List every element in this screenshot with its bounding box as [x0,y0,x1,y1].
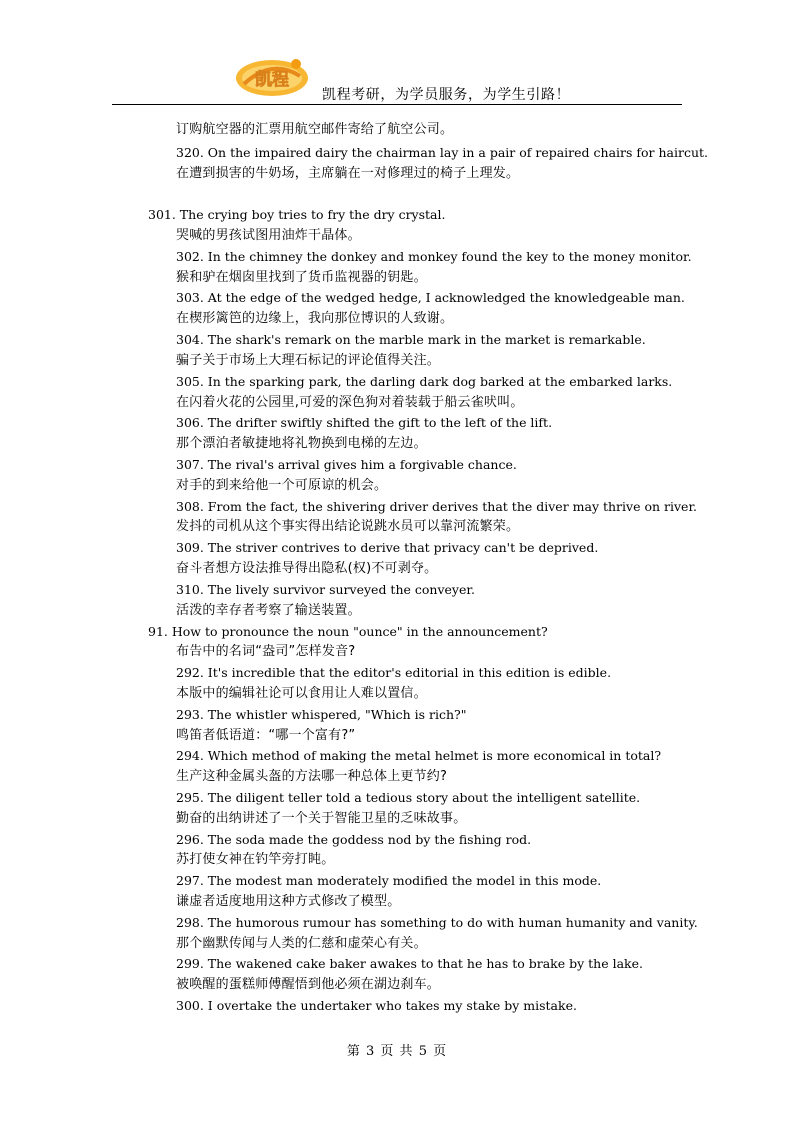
header-divider [112,104,682,105]
text-line: 298. The humorous rumour has something to do with human humanity and vanity. [176,915,698,930]
text-line: 生产这种金属头盔的方法哪一种总体上更节约? [176,769,448,784]
text-line: 303. At the edge of the wedged hedge, I acknowledged the knowledgeable man. [176,290,685,305]
text-line: 306. The drifter swiftly shifted the gift to the left of the lift. [176,415,553,430]
text-line: 294. Which method of making the metal helmet is more economical in total? [176,748,662,763]
text-line: 302. In the chimney the donkey and monkey found the key to the money monitor. [176,249,692,264]
text-line: 91. How to pronounce the noun "ounce" in the announcement? [148,624,548,639]
text-line: 304. The shark's remark on the marble mark in the market is remarkable. [176,332,646,347]
text-line: 301. The crying boy tries to fry the dry crystal. [148,207,446,222]
text-line: 那个幽默传闻与人类的仁慈和虚荣心有关。 [176,936,427,951]
text-line: 猴和驴在烟囱里找到了货币监视器的钥匙。 [176,270,427,285]
text-line: 307. The rival's arrival gives him a forgivable chance. [176,457,517,472]
text-line: 勤奋的出纳讲述了一个关于智能卫星的乏味故事。 [176,811,467,826]
text-line: 292. It's incredible that the editor's editorial in this edition is edible. [176,665,612,680]
text-line: 308. From the fact, the shivering driver derives that the diver may thrive on river. [176,499,698,514]
text-line: 订购航空器的汇票用航空邮件寄给了航空公司。 [176,122,454,137]
text-line: 奋斗者想方设法推导得出隐私(权)不可剥夺。 [176,561,438,576]
text-line: 活泼的幸存者考察了输送装置。 [176,603,361,618]
text-line: 鸣笛者低语道：“哪一个富有?” [176,728,356,743]
text-line: 在遭到损害的牛奶场，主席躺在一对修理过的椅子上理发。 [176,166,520,181]
text-line: 299. The wakened cake baker awakes to that he has to brake by the lake. [176,956,643,971]
text-line: 发抖的司机从这个事实得出结论说跳水员可以靠河流繁荣。 [176,519,520,534]
text-line: 在闪着火花的公园里,可爱的深色狗对着装载于船云雀吠叫。 [176,395,524,410]
text-line: 在楔形篱笆的边缘上，我向那位博识的人致谢。 [176,311,454,326]
text-line: 295. The diligent teller told a tedious story about the intelligent satellite. [176,790,641,805]
text-line: 310. The lively survivor surveyed the conveyer. [176,582,475,597]
text-line: 320. On the impaired dairy the chairman lay in a pair of repaired chairs for haircut. [176,145,709,160]
logo-graphic [234,54,310,98]
page-number: 第 3 页 共 5 页 [346,1044,448,1059]
text-line: 布告中的名词“盎司”怎样发音? [176,644,356,659]
text-line: 对手的到来给他一个可原谅的机会。 [176,478,388,493]
text-line: 300. I overtake the undertaker who takes my stake by mistake. [176,998,577,1013]
text-line: 苏打使女神在钓竿旁打盹。 [176,852,335,867]
text-line: 305. In the sparking park, the darling dark dog barked at the embarked larks. [176,374,673,389]
text-line: 297. The modest man moderately modified the model in this mode. [176,873,602,888]
text-line: 本版中的编辑社论可以食用让人难以置信。 [176,686,427,701]
logo-text: 凯程 [255,70,289,90]
text-line: 谦虚者适度地用这种方式修改了模型。 [176,894,401,909]
text-line: 被唤醒的蛋糕师傅醒悟到他必须在湖边刹车。 [176,977,441,992]
header-slogan: 凯程考研，为学员服务，为学生引路！ [322,87,571,103]
text-line: 哭喊的男孩试图用油炸干晶体。 [176,228,361,243]
text-line: 296. The soda made the goddess nod by the fishing rod. [176,832,532,847]
text-line: 骗子关于市场上大理石标记的评论值得关注。 [176,353,441,368]
kaicheng-logo [234,54,310,98]
page-header [112,54,682,106]
text-line: 293. The whistler whispered, "Which is rich?" [176,707,467,722]
text-line: 309. The striver contrives to derive that privacy can't be deprived. [176,540,599,555]
text-line: 那个漂泊者敏捷地将礼物换到电梯的左边。 [176,436,427,451]
